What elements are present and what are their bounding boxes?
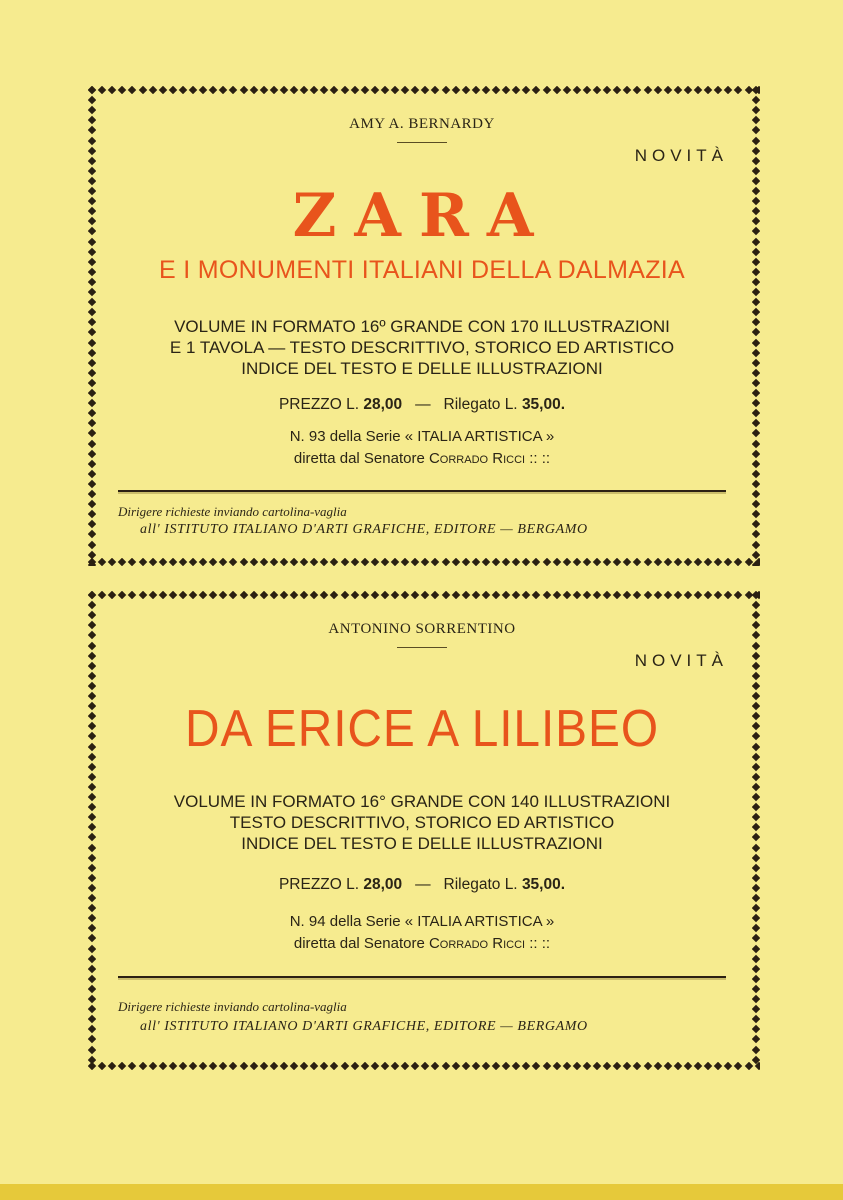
diamond-ornament [752,894,760,902]
diamond-ornament [88,611,96,619]
advertisement-erice [88,591,756,1067]
diamond-ornament [88,550,96,558]
diamond-ornament [88,995,96,1003]
diamond-ornament [88,399,96,407]
diamond-ornament [88,439,96,447]
diamond-ornament [88,641,96,649]
diamond-border-right [752,86,760,566]
diamond-ornament [752,904,760,912]
diamond-ornament [88,510,96,518]
diamond-ornament [752,793,760,801]
diamond-ornament [752,611,760,619]
diamond-ornament [88,480,96,488]
diamond-ornament [752,682,760,690]
diamond-ornament [752,692,760,700]
diamond-ornament [88,156,96,164]
page-bottom-edge [0,1184,843,1200]
diamond-ornament [88,268,96,276]
diamond-ornament [88,217,96,225]
diamond-ornament [88,116,96,124]
diamond-ornament [752,712,760,720]
diamond-ornament [752,964,760,972]
director-prefix: diretta dal Senatore [293,450,425,467]
diamond-ornament [88,672,96,680]
diamond-ornament [88,96,96,104]
diamond-ornament [88,419,96,427]
diamond-ornament [88,692,96,700]
price-line [100,876,744,894]
director-line [100,933,744,955]
diamond-ornament [752,490,760,498]
novelty-badge: NOVITÀ [634,651,728,670]
description-line: VOLUME IN FORMATO 16° GRANDE CON 140 ILLUSTRAZIONI [173,792,671,811]
bound-price-value: 35,00. [521,396,566,413]
diamond-ornament [752,773,760,781]
diamond-ornament [752,813,760,821]
book-subtitle: E I MONUMENTI ITALIANI DELLA DALMAZIA [158,256,686,284]
diamond-ornament [752,803,760,811]
diamond-ornament [752,742,760,750]
diamond-ornament [88,863,96,871]
diamond-ornament [752,278,760,286]
diamond-ornament [752,197,760,205]
diamond-ornament [88,964,96,972]
diamond-ornament [752,187,760,195]
diamond-ornament [88,177,96,185]
diamond-ornament [88,1045,96,1053]
diamond-ornament [88,631,96,639]
diamond-ornament [752,369,760,377]
diamond-ornament [88,894,96,902]
diamond-ornament [88,944,96,952]
diamond-ornament [752,722,760,730]
diamond-border-left [88,86,96,566]
diamond-ornament [752,439,760,447]
diamond-ornament [88,540,96,548]
description-line: INDICE DEL TESTO E DELLE ILLUSTRAZIONI [241,359,603,378]
diamond-ornament [752,308,760,316]
diamond-ornament [752,500,760,508]
diamond-ornament [88,793,96,801]
diamond-ornament [88,712,96,720]
diamond-ornament [88,661,96,669]
director-suffix: :: :: [529,450,551,467]
ordering-instructions: Dirigere richieste inviando cartolina-vaglia [118,999,347,1014]
diamond-ornament [88,318,96,326]
diamond-ornament [88,298,96,306]
diamond-ornament [88,1035,96,1043]
diamond-ornament [88,560,96,566]
diamond-ornament [88,985,96,993]
diamond-ornament [88,470,96,478]
diamond-ornament [88,288,96,296]
diamond-ornament [752,510,760,518]
book-description [100,316,744,379]
diamond-ornament [752,985,760,993]
diamond-ornament [88,136,96,144]
diamond-ornament [752,96,760,104]
diamond-ornament [752,399,760,407]
director-name: Corrado Ricci [428,450,526,467]
diamond-ornament [752,1005,760,1013]
series-info [100,426,744,470]
diamond-ornament [88,126,96,134]
director-name: Corrado Ricci [428,935,526,952]
diamond-ornament [88,358,96,366]
diamond-ornament [752,975,760,983]
price-line [100,396,744,414]
diamond-ornament [88,146,96,154]
diamond-ornament [752,409,760,417]
diamond-ornament [88,520,96,528]
diamond-ornament [88,752,96,760]
diamond-ornament [752,924,760,932]
author-name: AMY A. BERNARDY [349,116,495,132]
diamond-ornament [88,934,96,942]
diamond-ornament [752,641,760,649]
book-description [100,791,744,854]
diamond-ornament [752,227,760,235]
diamond-ornament [752,1055,760,1063]
diamond-ornament [752,672,760,680]
diamond-ornament [752,934,760,942]
diamond-ornament [752,823,760,831]
advertisement-zara [88,86,756,564]
series-line: N. 94 della Serie « ITALIA ARTISTICA » [289,913,555,930]
diamond-ornament [88,823,96,831]
diamond-ornament [88,187,96,195]
diamond-ornament [752,247,760,255]
director-suffix: :: :: [529,935,551,952]
diamond-ornament [752,752,760,760]
diamond-ornament [88,601,96,609]
diamond-ornament [752,298,760,306]
director-line [100,448,744,470]
diamond-ornament [752,156,760,164]
diamond-ornament [752,863,760,871]
diamond-ornament [752,217,760,225]
diamond-ornament [752,429,760,437]
diamond-ornament [752,944,760,952]
diamond-ornament [752,86,760,94]
diamond-ornament [88,954,96,962]
diamond-ornament [88,328,96,336]
diamond-border-right [752,591,760,1070]
diamond-ornament [752,237,760,245]
diamond-ornament [88,722,96,730]
diamond-ornament [88,338,96,346]
diamond-ornament [88,833,96,841]
diamond-ornament [752,1025,760,1033]
diamond-ornament [88,742,96,750]
price-label: PREZZO L. [278,396,360,413]
publisher-address: all' ISTITUTO ITALIANO D'ARTI GRAFICHE, EDITORE — BERGAMO [140,1019,588,1034]
diamond-ornament [88,278,96,286]
price-separator: — [415,876,431,893]
price-value: 28,00 [363,396,403,413]
diamond-ornament [88,773,96,781]
diamond-ornament [88,1015,96,1023]
diamond-ornament [88,621,96,629]
diamond-ornament [752,550,760,558]
author-name: ANTONINO SORRENTINO [328,621,516,637]
diamond-ornament [88,227,96,235]
diamond-ornament [88,106,96,114]
diamond-ornament [88,530,96,538]
diamond-ornament [88,1005,96,1013]
diamond-ornament [752,257,760,265]
diamond-ornament [752,328,760,336]
series-line: N. 93 della Serie « ITALIA ARTISTICA » [289,428,555,445]
diamond-ornament [88,348,96,356]
diamond-ornament [88,449,96,457]
diamond-ornament [752,702,760,710]
bound-label: Rilegato L. [443,396,518,413]
book-title: DA ERICE A LILIBEO [185,700,659,758]
diamond-ornament [752,1045,760,1053]
diamond-ornament [752,914,760,922]
section-divider [118,976,726,978]
diamond-ornament [88,167,96,175]
diamond-ornament [88,459,96,467]
diamond-ornament [88,914,96,922]
director-prefix: diretta dal Senatore [293,935,425,952]
diamond-ornament [88,308,96,316]
publisher-address: all' ISTITUTO ITALIANO D'ARTI GRAFICHE, EDITORE — BERGAMO [140,522,588,537]
diamond-ornament [752,783,760,791]
diamond-ornament [88,924,96,932]
diamond-ornament [752,268,760,276]
diamond-ornament [752,288,760,296]
diamond-ornament [752,106,760,114]
diamond-ornament [88,490,96,498]
diamond-ornament [752,762,760,770]
ordering-instructions: Dirigere richieste inviando cartolina-vaglia [118,504,347,519]
diamond-ornament [752,540,760,548]
diamond-ornament [752,601,760,609]
diamond-ornament [88,237,96,245]
diamond-ornament [752,732,760,740]
diamond-ornament [88,379,96,387]
diamond-ornament [88,247,96,255]
diamond-ornament [752,843,760,851]
diamond-ornament [88,843,96,851]
price-label: PREZZO L. [278,876,360,893]
diamond-ornament [752,651,760,659]
diamond-ornament [752,358,760,366]
diamond-ornament [752,459,760,467]
diamond-ornament [752,470,760,478]
diamond-ornament [88,197,96,205]
diamond-ornament [752,167,760,175]
diamond-ornament [88,732,96,740]
diamond-ornament [88,853,96,861]
diamond-ornament [88,389,96,397]
book-title: ZARA [292,181,552,251]
diamond-ornament [752,954,760,962]
diamond-ornament [752,1035,760,1043]
diamond-ornament [88,904,96,912]
diamond-ornament [752,661,760,669]
diamond-ornament [752,530,760,538]
diamond-ornament [88,874,96,882]
diamond-ornament [88,682,96,690]
diamond-ornament [752,995,760,1003]
bound-price-value: 35,00. [521,876,566,893]
diamond-ornament [88,86,96,94]
description-line: TESTO DESCRITTIVO, STORICO ED ARTISTICO [229,813,615,832]
diamond-ornament [88,500,96,508]
diamond-ornament [752,631,760,639]
diamond-ornament [88,702,96,710]
diamond-ornament [752,126,760,134]
diamond-ornament [88,975,96,983]
diamond-ornament [88,207,96,215]
diamond-ornament [752,853,760,861]
diamond-ornament [752,1015,760,1023]
diamond-ornament [88,803,96,811]
diamond-ornament [88,1055,96,1063]
diamond-ornament [88,257,96,265]
diamond-ornament [752,379,760,387]
diamond-ornament [752,560,760,566]
diamond-border-left [88,591,96,1070]
description-line: VOLUME IN FORMATO 16º GRANDE CON 170 ILLUSTRAZIONI [174,317,670,336]
price-value: 28,00 [363,876,403,893]
diamond-ornament [752,348,760,356]
author-divider [397,647,447,648]
bound-label: Rilegato L. [443,876,518,893]
diamond-ornament [752,419,760,427]
diamond-ornament [88,884,96,892]
series-info [100,911,744,955]
diamond-ornament [752,318,760,326]
diamond-ornament [752,146,760,154]
diamond-ornament [88,409,96,417]
diamond-ornament [88,651,96,659]
diamond-ornament [88,783,96,791]
diamond-ornament [752,520,760,528]
description-line: INDICE DEL TESTO E DELLE ILLUSTRAZIONI [241,834,603,853]
author-divider [397,142,447,143]
diamond-ornament [752,338,760,346]
diamond-ornament [752,833,760,841]
diamond-ornament [752,591,760,599]
diamond-ornament [752,884,760,892]
diamond-ornament [88,369,96,377]
description-line: E 1 TAVOLA — TESTO DESCRITTIVO, STORICO ED ARTISTICO [169,338,675,357]
diamond-ornament [88,813,96,821]
diamond-ornament [88,762,96,770]
diamond-ornament [88,591,96,599]
diamond-ornament [752,136,760,144]
diamond-ornament [88,429,96,437]
price-separator: — [415,396,431,413]
diamond-ornament [752,621,760,629]
section-divider [118,490,726,492]
diamond-ornament [88,1025,96,1033]
novelty-badge: NOVITÀ [634,146,728,165]
diamond-ornament [752,116,760,124]
diamond-ornament [752,449,760,457]
diamond-ornament [752,874,760,882]
diamond-ornament [752,207,760,215]
diamond-ornament [752,177,760,185]
diamond-ornament [752,389,760,397]
diamond-ornament [752,480,760,488]
